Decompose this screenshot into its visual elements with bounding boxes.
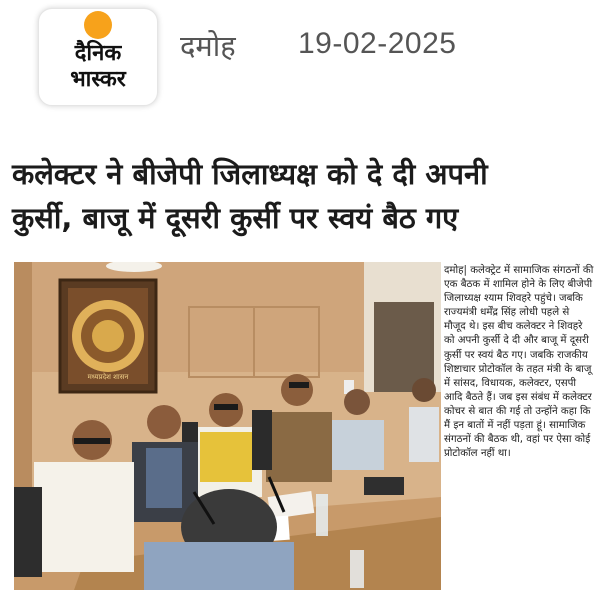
- logo-text-line1: दैनिक: [74, 41, 122, 66]
- sun-icon: [84, 11, 112, 39]
- meeting-photo-illustration: [14, 262, 441, 590]
- dateline-date: 19-02-2025: [298, 27, 457, 60]
- meeting-photo: [14, 262, 441, 590]
- logo-text-line2: भास्कर: [70, 67, 126, 92]
- emblem-label: मध्यप्रदेश शासन: [87, 373, 129, 381]
- article-paragraph: दमोह| कलेक्ट्रेट में सामाजिक संगठनों की एक बैठक में शामिल होने के लिए बीजेपी जिलाध्यक्ष श्याम शिवहरे पहुंचे। जबकि राज्यमंत्री धर्मेंद्र सिंह लोधी पहले से मौजूद थे। इस बीच कलेक्टर ने शिवहरे को अपनी कुर्सी दे दी और बाजू में दूसरी कुर्सी पर स्वयं बैठ गए। जबकि राजकीय शिष्टाचार प्रोटोकॉल के तहत मंत्री के बाजू में सांसद, विधायक, कलेक्टर, एसपी आदि बैठते हैं। जब इस संबंध में कलेक्टर कोचर से बात की गई तो उन्होंने कहा कि मैं इन बातों में नहीं पड़ता हूं। सामाजिक संगठनों की बैठक थी, वहां पर ऐसा कोई प्रोटोकॉल नहीं था।: [444, 265, 594, 460]
- headline-line2: कुर्सी, बाजू में दूसरी कुर्सी पर स्वयं बैठ गए: [12, 201, 459, 235]
- headline: [12, 152, 592, 240]
- headline-line1: कलेक्टर ने बीजेपी जिलाध्यक्ष को दे दी अपनी: [12, 157, 488, 191]
- dainik-bhaskar-logo: [38, 8, 158, 106]
- article-body: [444, 264, 594, 461]
- dateline-city: दमोह: [180, 29, 236, 63]
